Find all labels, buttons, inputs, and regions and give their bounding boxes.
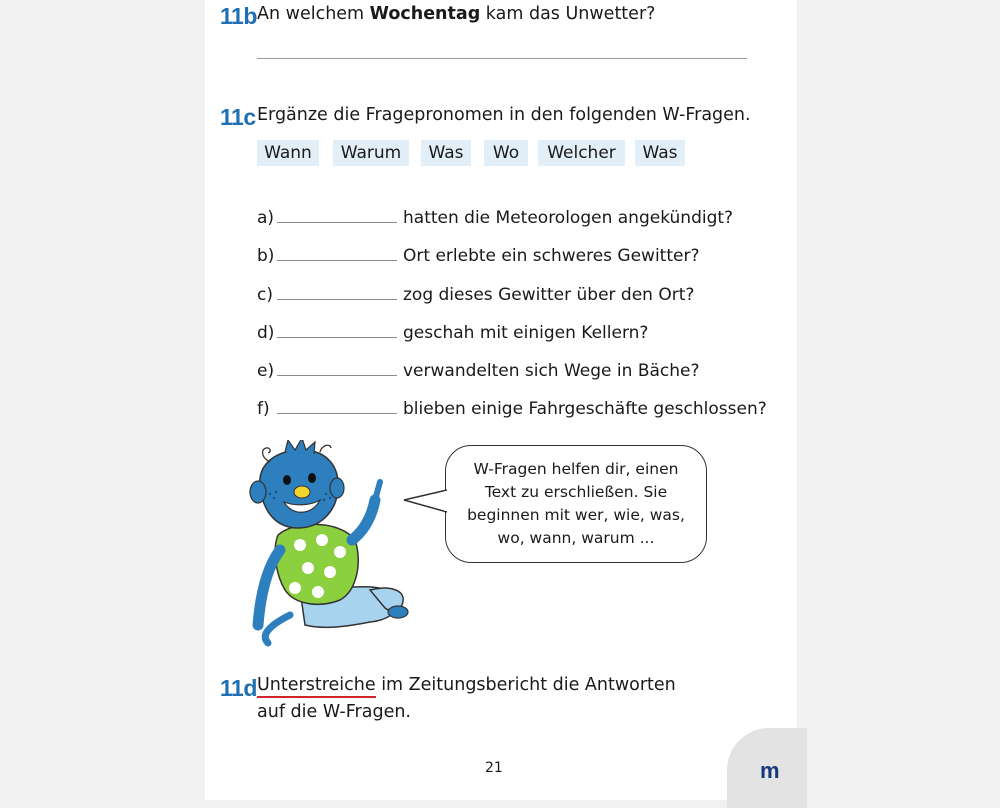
mascot-ear xyxy=(250,481,266,503)
item-label: b) xyxy=(257,246,275,266)
blank-input[interactable] xyxy=(277,359,397,376)
exercise-11b-answer-line[interactable] xyxy=(257,58,747,59)
page-number: 21 xyxy=(485,760,503,776)
shirt-dot xyxy=(312,586,324,598)
exercise-11b-question xyxy=(257,4,655,24)
shirt-dot xyxy=(324,566,336,578)
item-label: f) xyxy=(257,399,270,419)
fill-in-item-f xyxy=(257,397,767,421)
item-text: hatten die Meteorologen angekündigt? xyxy=(403,208,734,228)
shirt-dot xyxy=(334,546,346,558)
speech-bubble xyxy=(445,445,707,563)
mascot-hair xyxy=(285,440,315,454)
word-box: Warum xyxy=(333,140,409,166)
shirt-dot xyxy=(316,534,328,546)
blank-input[interactable] xyxy=(277,206,397,223)
mascot-antenna xyxy=(320,445,331,452)
exercise-11c-number: 11c xyxy=(220,104,256,130)
word-box: Was xyxy=(421,140,471,166)
word-box: Wo xyxy=(484,140,528,166)
mascot-nose xyxy=(294,486,310,498)
blank-input[interactable] xyxy=(277,397,397,414)
blank-input[interactable] xyxy=(277,283,397,300)
exercise-11d-instruction-line2: auf die W-Fragen. xyxy=(257,702,411,722)
blank-input[interactable] xyxy=(277,244,397,261)
item-text: verwandelten sich Wege in Bäche? xyxy=(403,361,700,381)
underlined-word: Unterstreiche xyxy=(257,675,376,695)
mascot-arm-right xyxy=(352,500,375,540)
fill-in-item-c xyxy=(257,283,694,307)
fill-in-item-b xyxy=(257,244,700,268)
exercise-11d-number: 11d xyxy=(220,675,257,701)
fill-in-item-e xyxy=(257,359,700,383)
speech-bubble-tail xyxy=(402,488,448,518)
exercise-11b-number: 11b xyxy=(220,3,257,29)
mascot-tail xyxy=(265,615,290,643)
mascot-eye xyxy=(283,475,291,485)
item-label: a) xyxy=(257,208,275,228)
item-label: e) xyxy=(257,361,275,381)
item-label: d) xyxy=(257,323,275,343)
mascot-eye xyxy=(308,473,316,483)
word-box: Wann xyxy=(257,140,319,166)
shirt-dot xyxy=(289,582,301,594)
shirt-dot xyxy=(294,539,306,551)
item-text: zog dieses Gewitter über den Ort? xyxy=(403,285,695,305)
shirt-dot xyxy=(302,562,314,574)
question-keyword: Wochentag xyxy=(369,4,481,24)
word-box: Was xyxy=(635,140,685,166)
item-label: c) xyxy=(257,285,273,305)
level-tab-letter: m xyxy=(760,758,780,783)
exercise-11d-instruction-line1 xyxy=(257,675,676,695)
blank-input[interactable] xyxy=(277,321,397,338)
item-text: Ort erlebte ein schweres Gewitter? xyxy=(403,246,700,266)
item-text: geschah mit einigen Kellern? xyxy=(403,323,649,343)
item-text: blieben einige Fahrgeschäfte geschlossen? xyxy=(403,399,767,419)
question-text-end: kam das Unwetter? xyxy=(480,4,656,24)
mascot-ear xyxy=(330,478,344,498)
exercise-11c-instruction: Ergänze die Fragepronomen in den folgenden W-Fragen. xyxy=(257,105,751,125)
question-text: An welchem xyxy=(257,4,370,24)
speech-bubble-text: W-Fragen helfen dir, einen Text zu erschließen. Sie beginnen mit wer, wie, was, wo, wann, warum ... xyxy=(467,460,685,547)
mascot-antenna xyxy=(263,448,271,462)
instruction-text: im Zeitungsbericht die Antworten xyxy=(375,675,676,695)
mascot-illustration xyxy=(240,440,415,650)
word-box: Welcher xyxy=(538,140,625,166)
mascot-foot xyxy=(388,606,408,618)
fill-in-item-d xyxy=(257,321,648,345)
fill-in-item-a xyxy=(257,206,733,230)
mascot-arm-left xyxy=(258,550,280,625)
